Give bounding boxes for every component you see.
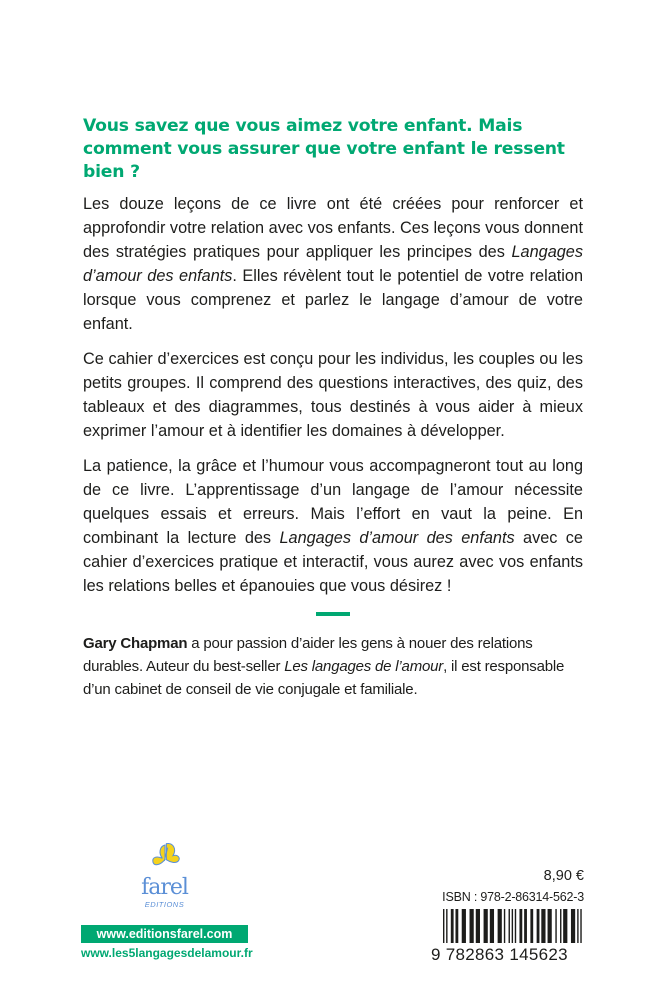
publisher-logo-name: farel	[141, 875, 188, 900]
price-info	[404, 867, 584, 905]
book-title-reference: Langages d’amour des enfants	[279, 529, 515, 547]
barcode-bar	[443, 909, 444, 943]
barcode-bar	[548, 909, 552, 943]
description-paragraph-1	[83, 192, 583, 336]
barcode-bar	[580, 909, 581, 943]
description-paragraph-2: Ce cahier d’exercices est conçu pour les individus, les couples ou les petits groupes. Il comprend des questions interactives, des quiz, des tableaux et des diagrammes, tous destinés à vous aider à mieux exprimer l’amour et à identifier les domaines à développer.	[83, 350, 583, 440]
barcode	[443, 909, 585, 943]
barcode-bar	[563, 909, 567, 943]
isbn-label: ISBN : 978-2-86314-562-3	[442, 890, 584, 904]
barcode-bar	[560, 909, 561, 943]
publisher-website-link[interactable]: www.editionsfarel.com	[81, 925, 248, 943]
barcode-bar	[515, 909, 516, 943]
barcode-bar	[537, 909, 540, 943]
publisher-logo-sub: EDITIONS	[144, 900, 185, 909]
series-website-link[interactable]: www.les5langagesdelamour.fr	[81, 946, 253, 960]
back-cover-text	[83, 115, 583, 701]
barcode-bar	[504, 909, 505, 943]
publisher-logo	[81, 842, 248, 910]
description-paragraph-3	[83, 454, 583, 598]
bestseller-title: Les langages de l’amour	[284, 658, 444, 675]
paragraph-text: . Elles révèlent tout le potentiel de votre relation lorsque vous comprenez et parlez le langage d’amour de votre enfant.	[83, 267, 583, 333]
barcode-digits	[431, 945, 591, 965]
barcode-bar	[509, 909, 510, 943]
cover-hook-heading: Vous savez que vous aimez votre enfant. Mais comment vous assurer que votre enfant le ressent bien ?	[83, 116, 565, 182]
barcode-bar	[530, 909, 533, 943]
paragraph-text: avec ce cahier d’exercices pratique et interactif, vous aurez avec vos enfants les relations belles et épanouies que vous désirez !	[83, 529, 583, 595]
barcode-bar	[555, 909, 556, 943]
barcode-bar	[451, 909, 454, 943]
barcode-bar	[519, 909, 522, 943]
butterfly-icon	[145, 842, 185, 876]
barcode-number: 9 782863 145623	[431, 945, 568, 964]
barcode-bar	[446, 909, 447, 943]
barcode-bar	[577, 909, 578, 943]
book-title-reference: Langages d’amour des enfants	[83, 243, 583, 285]
bio-text: , il est responsable d’un cabinet de conseil de vie conjugale et familiale.	[83, 658, 565, 698]
author-name: Gary Chapman	[83, 635, 188, 652]
barcode-bar	[524, 909, 527, 943]
barcode-bar	[484, 909, 488, 943]
paragraph-text: La patience, la grâce et l’humour vous accompagneront tout au long de ce livre. L’apprentissage d’un langage de l’amour nécessite quelques essais et erreurs. Mais l’effort en vaut la peine. En combinant la lecture des	[83, 457, 583, 547]
barcode-bar	[455, 909, 458, 943]
barcode-bar	[498, 909, 502, 943]
barcode-bar	[476, 909, 480, 943]
barcode-bar	[490, 909, 494, 943]
barcode-bar	[470, 909, 474, 943]
paragraph-text: Les douze leçons de ce livre ont été créées pour renforcer et approfondir votre relation avec vos enfants. Ces leçons vous donnent des stratégies pratiques pour appliquer les principes des	[83, 195, 583, 261]
barcode-bar	[462, 909, 466, 943]
barcode-bar	[512, 909, 513, 943]
price-label: 8,90 €	[543, 868, 584, 884]
barcode-bar	[571, 909, 575, 943]
author-bio	[83, 632, 583, 701]
bio-text: a pour passion d’aider les gens à nouer des relations durables. Auteur du best-seller	[83, 635, 533, 675]
section-divider	[316, 612, 350, 616]
barcode-bar	[541, 909, 545, 943]
